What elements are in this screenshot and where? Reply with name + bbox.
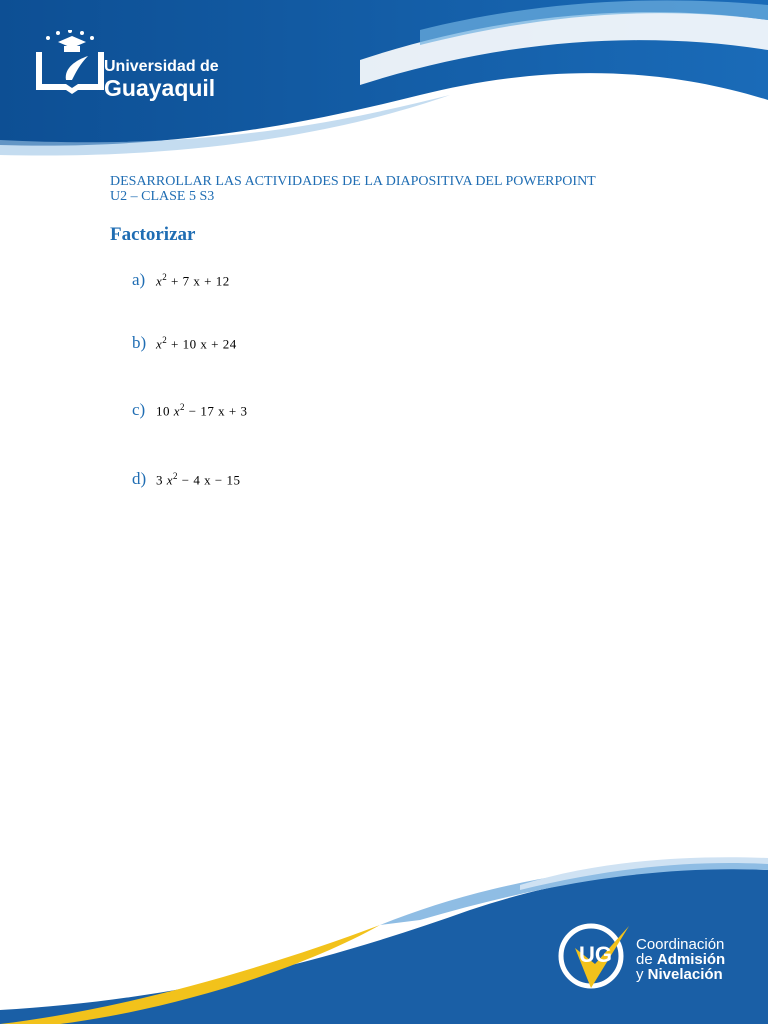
admission-badge-icon bbox=[555, 918, 633, 996]
exercise-expression: 10 $x^2 - 17$ x + 3 bbox=[156, 401, 248, 418]
exercise-label: d) bbox=[132, 469, 147, 488]
exercise-c bbox=[132, 400, 247, 420]
logo-line1: Universidad de bbox=[104, 58, 219, 75]
badge-text: UG bbox=[579, 942, 612, 967]
exercise-label: b) bbox=[132, 333, 147, 352]
exercise-expression: $x^2 + 10$ x + 24 bbox=[156, 334, 237, 351]
exercise-d bbox=[132, 469, 240, 489]
instructions-line2: U2 – CLASE 5 S3 bbox=[110, 189, 215, 204]
instructions-line1: DESARROLLAR LAS ACTIVIDADES DE LA DIAPOSITIVA DEL POWERPOINT bbox=[110, 174, 596, 189]
coord-line2: de Admisión bbox=[636, 951, 726, 968]
logo-line2: Guayaquil bbox=[104, 75, 216, 101]
exercise-expression: 3 $x^2 - 4$ x − 15 bbox=[156, 470, 241, 487]
coord-line3: y Nivelación bbox=[636, 966, 723, 983]
exercise-a bbox=[132, 270, 230, 290]
logo-wordmark bbox=[104, 58, 219, 100]
instructions bbox=[110, 174, 596, 204]
exercise-expression: $x^2 + 7$ x + 12 bbox=[156, 271, 230, 288]
coord-line1: Coordinación bbox=[636, 936, 725, 953]
coordination-label bbox=[636, 937, 725, 982]
exercise-label: c) bbox=[132, 400, 146, 419]
exercise-label: a) bbox=[132, 270, 146, 289]
section-heading: Factorizar bbox=[110, 224, 196, 245]
exercise-b bbox=[132, 333, 237, 353]
